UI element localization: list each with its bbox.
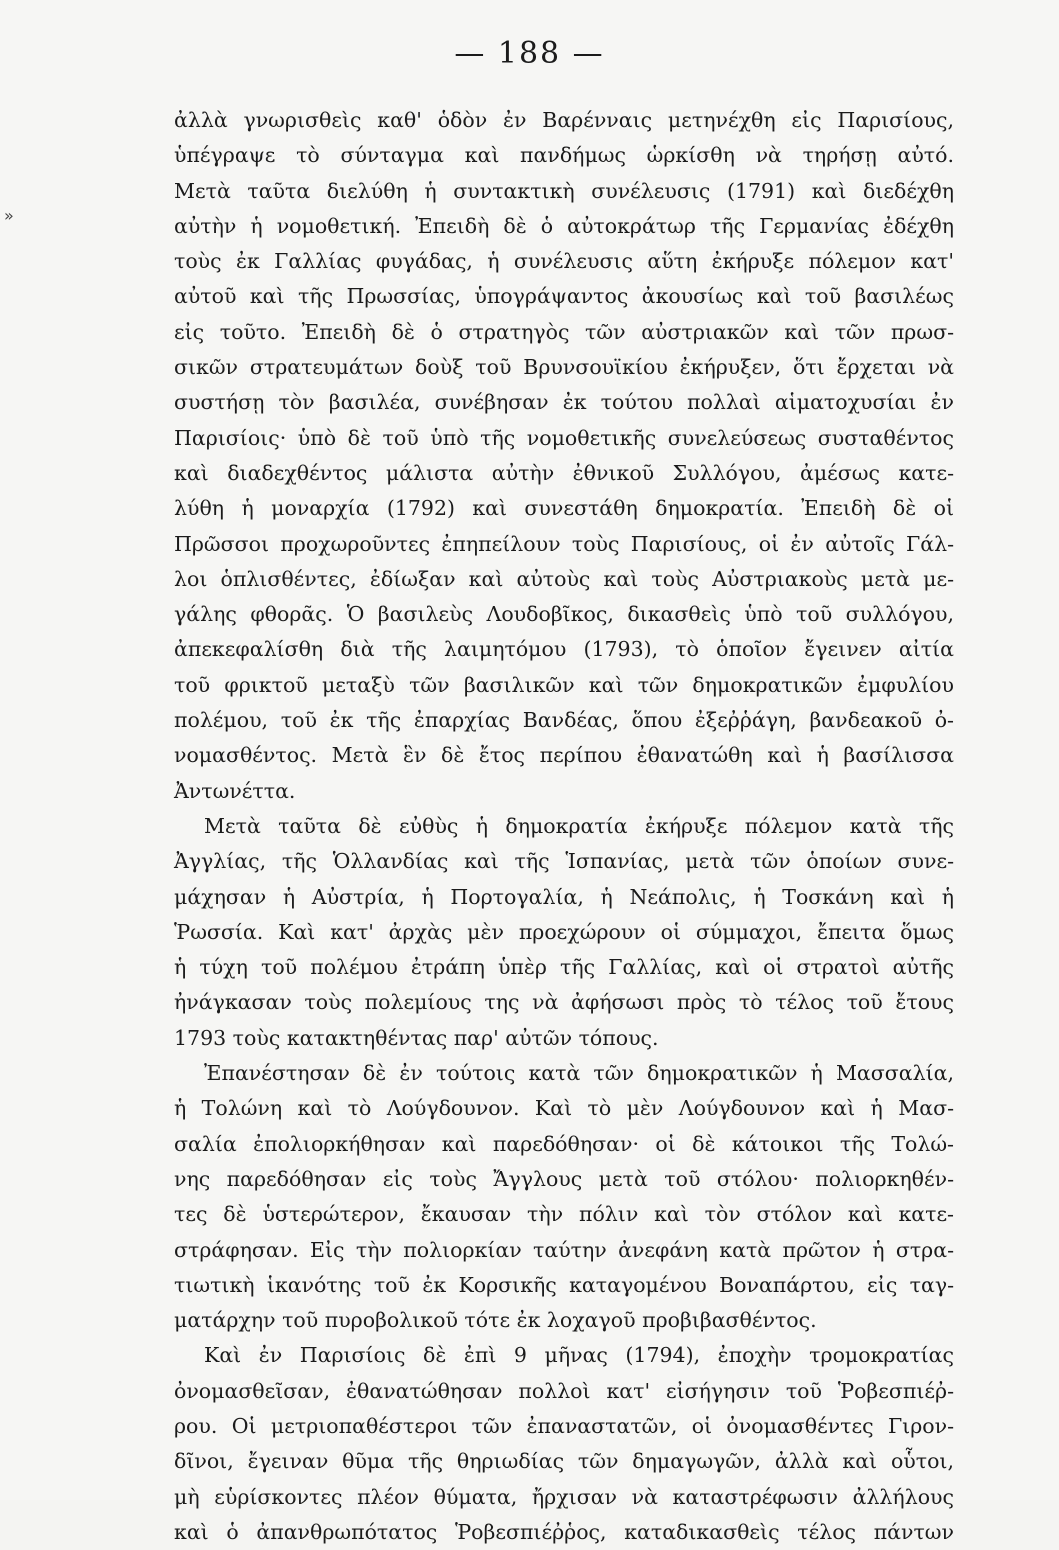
- text-line: λύθη ἡ μοναρχία (1792) καὶ συνεστάθη δημοκρατία. Ἐπειδὴ δὲ οἱ: [174, 496, 954, 521]
- text-line: Ῥωσσία. Καὶ κατ' ἀρχὰς μὲν προεχώρουν οἱ σύμμαχοι, ἔπειτα ὅμως: [174, 919, 954, 944]
- text-line: λοι ὁπλισθέντες, ἐδίωξαν καὶ αὐτοὺς καὶ τοὺς Αὐστριακοὺς μετὰ με-: [174, 566, 954, 591]
- text-line: σαλία ἐπολιορκήθησαν καὶ παρεδόθησαν· οἱ δὲ κάτοικοι τῆς Τολώ-: [174, 1131, 954, 1156]
- text-line: νης παρεδόθησαν εἰς τοὺς Ἄγγλους μετὰ τοῦ στόλου· πολιορκηθέν-: [174, 1166, 954, 1191]
- text-line: μάχησαν ἡ Αὐστρία, ἡ Πορτογαλία, ἡ Νεάπολις, ἡ Τοσκάνη καὶ ἡ: [174, 884, 954, 909]
- text-line: δῖνοι, ἔγειναν θῦμα τῆς θηριωδίας τῶν δημαγωγῶν, ἀλλὰ καὶ οὗτοι,: [174, 1449, 954, 1474]
- text-line: ἠνάγκασαν τοὺς πολεμίους της νὰ ἀφήσωσι πρὸς τὸ τέλος τοῦ ἔτους: [174, 990, 954, 1015]
- text-line: ἡ τύχη τοῦ πολέμου ἐτράπη ὑπὲρ τῆς Γαλλίας, καὶ οἱ στρατοὶ αὐτῆς: [174, 955, 954, 980]
- text-line: Μετὰ ταῦτα διελύθη ἡ συντακτικὴ συνέλευσις (1791) καὶ διεδέχθη: [174, 178, 954, 203]
- text-line: τιωτικὴ ἱκανότης τοῦ ἐκ Κορσικῆς καταγομένου Βοναπάρτου, εἰς ταγ-: [174, 1272, 954, 1297]
- paragraph-start-line: Καὶ ἐν Παρισίοις δὲ ἐπὶ 9 μῆνας (1794), ἐποχὴν τρομοκρατίας: [204, 1343, 954, 1368]
- text-line: αὐτὴν ἡ νομοθετική. Ἐπειδὴ δὲ ὁ αὐτοκράτωρ τῆς Γερμανίας ἐδέχθη: [174, 213, 954, 238]
- text-line: 1793 τοὺς κατακτηθέντας παρ' αὐτῶν τόπους.: [174, 1025, 659, 1050]
- text-line: μὴ εὑρίσκοντες πλέον θύματα, ἤρχισαν νὰ καταστρέφωσιν ἀλλήλους: [174, 1484, 954, 1509]
- text-line: νομασθέντος. Μετὰ ἓν δὲ ἔτος περίπου ἐθανατώθη καὶ ἡ βασίλισσα: [174, 743, 954, 768]
- text-line: στράφησαν. Εἰς τὴν πολιορκίαν ταύτην ἀνεφάνη κατὰ πρῶτον ἡ στρα-: [174, 1237, 954, 1262]
- text-line: ματάρχην τοῦ πυροβολικοῦ τότε ἐκ λοχαγοῦ προβιβασθέντος.: [174, 1308, 817, 1333]
- text-line: τοὺς ἐκ Γαλλίας φυγάδας, ἡ συνέλευσις αὕτη ἐκήρυξε πόλεμον κατ': [174, 249, 954, 274]
- text-line: συστήσῃ τὸν βασιλέα, συνέβησαν ἐκ τούτου πολλαὶ αἱματοχυσίαι ἐν: [174, 390, 954, 415]
- body-text: [174, 103, 954, 1550]
- text-line: ἀπεκεφαλίσθη διὰ τῆς λαιμητόμου (1793), τὸ ὁποῖον ἔγεινεν αἰτία: [174, 637, 954, 662]
- text-line: ὀνομασθεῖσαν, ἐθανατώθησαν πολλοὶ κατ' εἰσήγησιν τοῦ Ῥοβεσπιέῤ-: [174, 1378, 954, 1403]
- text-line: ὑπέγραψε τὸ σύνταγμα καὶ πανδήμως ὡρκίσθη νὰ τηρήσῃ αὐτό.: [174, 143, 954, 168]
- margin-mark: »: [4, 206, 14, 225]
- paragraph-start-line: Ἐπανέστησαν δὲ ἐν τούτοις κατὰ τῶν δημοκρατικῶν ἡ Μασσαλία,: [204, 1061, 954, 1086]
- text-line: εἰς τοῦτο. Ἐπειδὴ δὲ ὁ στρατηγὸς τῶν αὐστριακῶν καὶ τῶν πρωσ-: [174, 319, 954, 344]
- text-line: Ἀγγλίας, τῆς Ὁλλανδίας καὶ τῆς Ἱσπανίας, μετὰ τῶν ὁποίων συνε-: [174, 849, 954, 874]
- text-line: καὶ διαδεχθέντος μάλιστα αὐτὴν ἐθνικοῦ Συλλόγου, ἀμέσως κατε-: [174, 460, 954, 485]
- text-line: σικῶν στρατευμάτων δοὺξ τοῦ Βρυνσουϊκίου ἐκήρυξεν, ὅτι ἔρχεται νὰ: [174, 355, 954, 380]
- text-line: πολέμου, τοῦ ἐκ τῆς ἐπαρχίας Βανδέας, ὅπου ἐξεῤῥάγη, βανδεακοῦ ὀ-: [174, 708, 954, 733]
- text-line: καὶ ὁ ἀπανθρωπότατος Ῥοβεσπιέῤῥος, καταδικασθεὶς τέλος πάντων: [174, 1519, 954, 1544]
- text-line: ρου. Οἱ μετριοπαθέστεροι τῶν ἐπαναστατῶν, οἱ ὀνομασθέντες Γιρον-: [174, 1413, 954, 1438]
- text-line: ἀλλὰ γνωρισθεὶς καθ' ὁδὸν ἐν Βαρένναις μετηνέχθη εἰς Παρισίους,: [174, 108, 954, 132]
- text-line: ἡ Τολώνη καὶ τὸ Λούγδουνον. Καὶ τὸ μὲν Λούγδουνον καὶ ἡ Μασ-: [174, 1096, 954, 1121]
- text-line: τες δὲ ὑστερώτερον, ἔκαυσαν τὴν πόλιν καὶ τὸν στόλον καὶ κατε-: [174, 1202, 954, 1227]
- text-line: αὐτοῦ καὶ τῆς Πρωσσίας, ὑπογράψαντος ἀκουσίως καὶ τοῦ βασιλέως: [174, 284, 954, 309]
- text-line: Παρισίοις· ὑπὸ δὲ τοῦ ὑπὸ τῆς νομοθετικῆς συνελεύσεως συσταθέντος: [174, 425, 954, 450]
- page-number: — 188 —: [454, 36, 605, 71]
- text-line: Ἀντωνέττα.: [174, 778, 296, 803]
- paragraph-start-line: Μετὰ ταῦτα δὲ εὐθὺς ἡ δημοκρατία ἐκήρυξε πόλεμον κατὰ τῆς: [204, 813, 954, 838]
- text-line: γάλης φθορᾶς. Ὁ βασιλεὺς Λουδοβῖκος, δικασθεὶς ὑπὸ τοῦ συλλόγου,: [174, 602, 954, 627]
- text-line: Πρῶσσοι προχωροῦντες ἐπηπείλουν τοὺς Παρισίους, οἱ ἐν αὐτοῖς Γάλ-: [174, 531, 954, 556]
- text-line: τοῦ φρικτοῦ μεταξὺ τῶν βασιλικῶν καὶ τῶν δημοκρατικῶν ἐμφυλίου: [174, 672, 954, 697]
